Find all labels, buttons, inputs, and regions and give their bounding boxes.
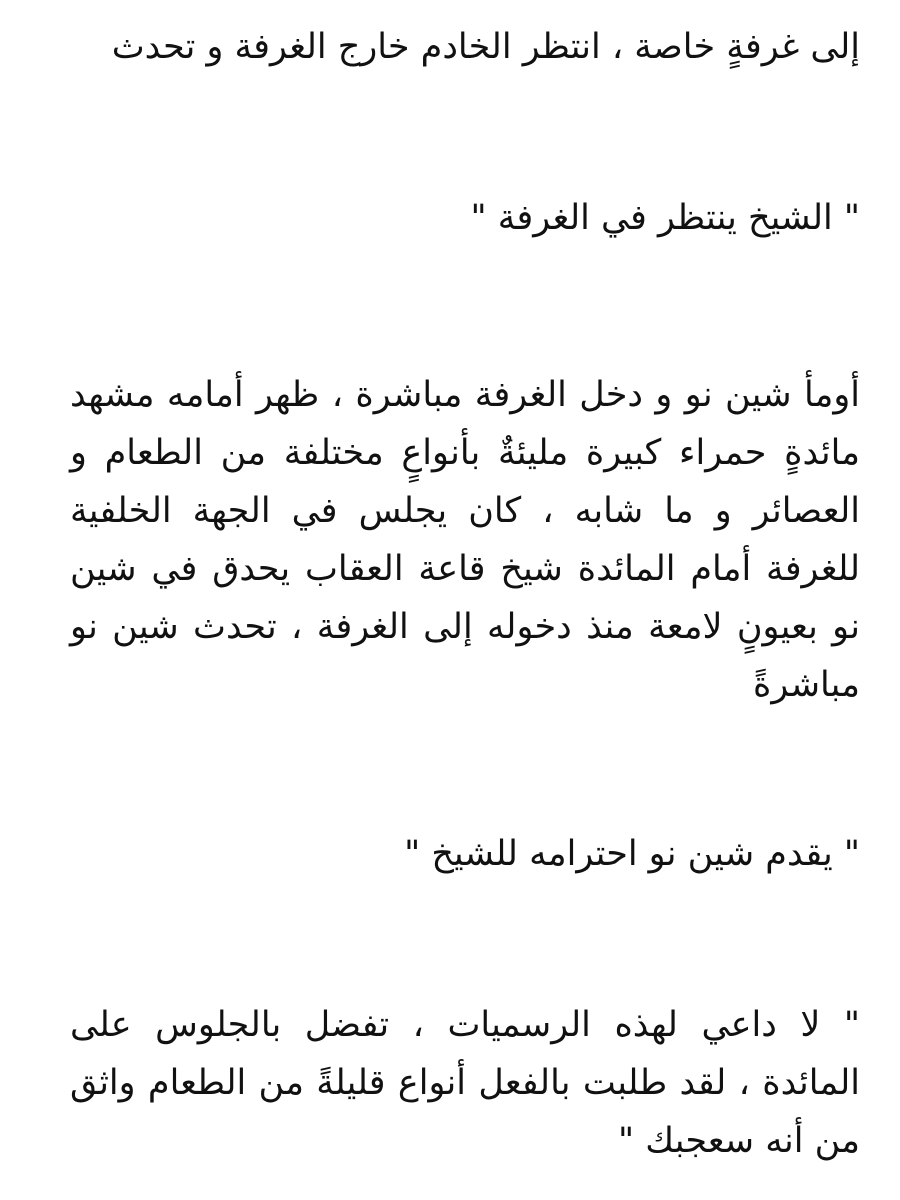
paragraph-5-dialogue: " لا داعي لهذه الرسميات ، تفضل بالجلوس على المائدة ، لقد طلبت بالفعل أنواع قليلةً من الطعام واثق من أنه سعجبك " bbox=[70, 1005, 860, 1161]
paragraph-4-dialogue: " يقدم شين نو احترامه للشيخ " bbox=[404, 834, 860, 874]
paragraph-3: أومأ شين نو و دخل الغرفة مباشرة ، ظهر أمامه مشهد مائدةٍ حمراء كبيرة مليئةٌ بأنواعٍ مختلفة من الطعام و العصائر و ما شابه ، كان يجلس في الجهة الخلفية للغرفة أمام المائدة شيخ قاعة العقاب يحدق في شين نو بعيونٍ لامعة منذ دخوله إلى الغرفة ، تحدث شين نو مباشرةً bbox=[70, 375, 860, 705]
paragraph-2-dialogue: " الشيخ ينتظر في الغرفة " bbox=[470, 198, 860, 238]
paragraph-1: إلى غرفةٍ خاصة ، انتظر الخادم خارج الغرفة و تحدث bbox=[111, 27, 860, 67]
